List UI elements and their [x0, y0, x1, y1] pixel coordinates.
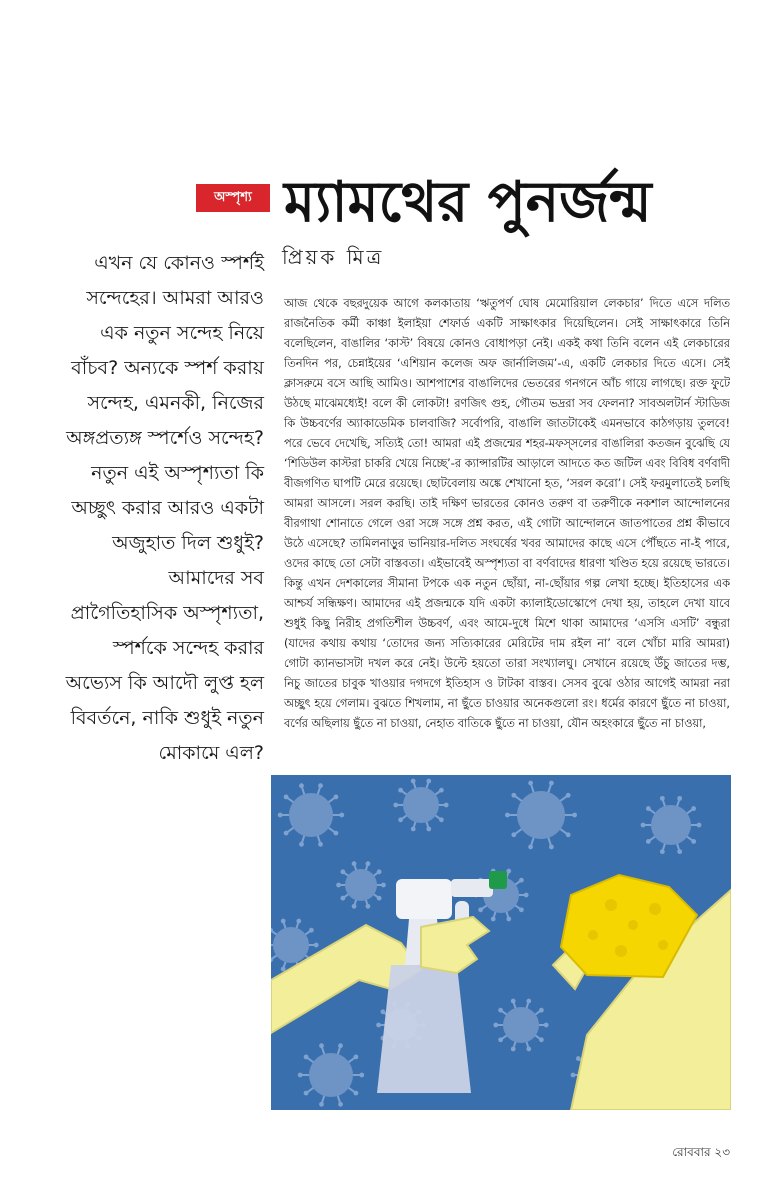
page-folio: রোববার ২৩ — [672, 1145, 730, 1159]
byline: প্রিয়ক মিত্র — [282, 245, 385, 269]
pull-quote: এখন যে কোনও স্পর্শই সন্দেহের। আমরা আরও এক নতুন সন্দেহ নিয়ে বাঁচব? অন্যকে স্পর্শ করায় সন্দেহ, এমনকী, নিজের অঙ্গপ্রত্যঙ্গ স্পর্শেও সন্দেহ? নতুন এই অস্পৃশ্যতা কি অচ্ছুৎ করার আরও একটা অজুহাত দিল শুধুই? আমাদের সব প্রাগৈতিহাসিক অস্পৃশ্যতা, স্পর্শকে সন্দেহ করার অভ্যেস কি আদৌ লুপ্ত হল বিবর্তনে, নাকি শুধুই নতুন মোকামে এল? — [65, 252, 264, 764]
section-tag: অস্পৃশ্য — [196, 184, 270, 212]
headline: ম্যামথের পুনর্জন্ম — [284, 169, 652, 235]
illustration — [271, 775, 731, 1110]
article-body: আজ থেকে বছরদুয়েক আগে কলকাতায় ‘ঋতুপর্ণ ঘোষ মেমোরিয়াল লেকচার’ দিতে এসে দলিত রাজনৈতিক কর্মী কাঞ্চা ইলাইয়া শেফার্ড একটি সাক্ষাৎকার দিয়েছিলেন। সেই সাক্ষাৎকারে তিনি বলেছিলেন, বাঙালির ‘কাস্ট’ বিষয়ে কোনও বোধাপড়া নেই। একই কথা তিনি বলেন এই লেকচারের তিনদিন পর, চেন্নাইয়ের ‘এশিয়ান কলেজ অফ জার্নালিজম’-এ, একটি লেকচার দিতে এসে। সেই ক্লাসরুমে বসে আছি আমিও। আশপাশের বাঙালিদের ভেতরের গনগনে আঁচ গায়ে লাগছে। রক্ত ফুটে উঠছে মাঝেমধ্যেই! বলে কী লোকটা! রণজিৎ গুহ, গৌতম ভদ্ররা সব ফেলনা? সাবঅলটার্ন স্টাডিজ কি উচ্চবর্ণের অ্যাকাডেমিক চালবাজি? সর্বোপরি, বাঙালি জাতটাকেই এমনভাবে কাঠগড়ায় তুলবে! পরে ভেবে দেখেছি, সত্যিই তো! আমরা এই প্রজন্মের শহর-মফস্সলের বাঙালিরা কতজন বুঝেছি যে ‘শিডিউল কাস্টরা চাকরি খেয়ে নিচ্ছে’-র ক্যান্সারটির আড়ালে আদতে কত জটিল এবং বিবিধ বর্ণবাদী বীজগণিত ঘাপটি মেরে রয়েছে। ছোটবেলায় অঙ্কে শেখানো হত, ‘সরল করো’। সেই ফরমুলাতেই চলছি আমরা আসলে। সরল করছি। তাই দক্ষিণ ভারতের কোনও তরুণ বা তরুণীকে নকশাল আন্দোলনের বীরগাথা শোনাতে গেলে ওরা সঙ্গে সঙ্গে প্রশ্ন করত, এই গোটা আন্দোলনে জাতপাতের প্রশ্ন কীভাবে উঠে এসেছে? তামিলনাড়ুর ভানিয়ার-দলিত সংঘর্ষের খবর আমাদের কাছে এসে পৌঁছতে না-ই পারে, ওদের কাছে তো সেটা বাস্তবতা। এইভাবেই অস্পৃশ্যতা বা বর্ণবাদের ধারণা খণ্ডিত হয়ে রয়েছে ভারতে। কিন্তু এখন দেশকালের সীমানা টপকে এক নতুন ছোঁয়া, না-ছোঁয়ার গল্প লেখা হচ্ছে। ইতিহাসের এক আশ্চর্য সন্ধিক্ষণ। আমাদের এই প্রজন্মকে যদি একটা ক্যালাইডোস্কোপে দেখা হয়, তাহলে দেখা যাবে শুধুই কিছু নিরীহ প্রগতিশীল উচ্চবর্ণ, এবং আমে-দুধে মিশে থাকা আমাদের ‘এসসি এসটি’ বন্ধুরা (যাদের কথায় কথায় ‘তোদের জন্য সত্যিকারের মেরিটের দাম রইল না’ বলে খোঁচা মারি আমরা) গোটা ক্যানভাসটা দখল করে নেই। উল্টে হয়তো তারা সংখ্যালঘু। সেখানে রয়েছে উঁচু জাতের দম্ভ, নিচু জাতের চাবুক খাওয়ার দগদগে ইতিহাস ও টাটকা বাস্তব। সেসব বুঝে ওঠার আগেই আমরা নরা অচ্ছুৎ হয়ে গেলাম। বুঝতে শিখলাম, না ছুঁতে চাওয়ার অনেকগুলো রং। ধর্মের কারণে ছুঁতে না চাওয়া, বর্ণের অছিলায় ছুঁতে না চাওয়া, নেহাত বাতিকে ছুঁতে না চাওয়া, যৌন অহংকারে ছুঁতে না চাওয়া, — [284, 297, 730, 730]
